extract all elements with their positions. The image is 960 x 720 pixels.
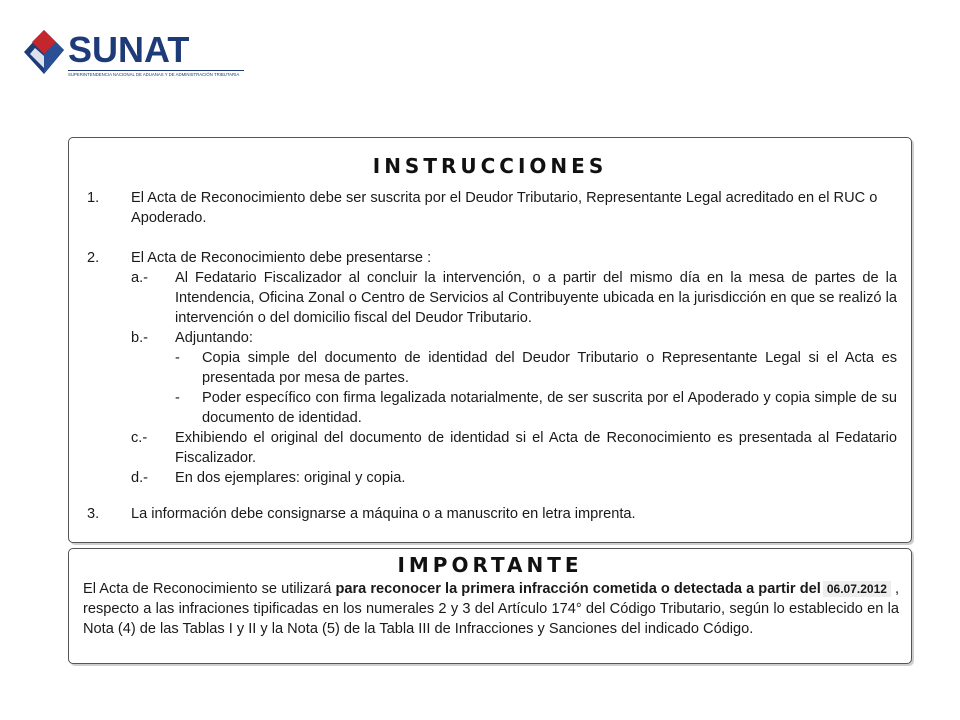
logo-wordmark: SUNAT [68, 29, 190, 70]
instruction-item-3 [87, 504, 897, 524]
item-text: La información debe consignarse a máquina o a manuscrito en letra imprenta. [131, 506, 636, 522]
sub-item-b [131, 328, 897, 348]
sub-item-d [131, 468, 897, 488]
sub-item-text: Adjuntando: [175, 330, 253, 346]
sub-item-text: Al Fedatario Fiscalizador al concluir la intervención, o a partir del mismo día en la mesa de partes de la Intendencia, Oficina Zonal o Centro de Servicios al Contribuyente ubicada en la jurisdicción en que se realizó la intervención o del domicilio fiscal del Deudor Tributario. [175, 270, 897, 326]
sub-item-label: b.- [131, 330, 149, 346]
sunat-diamond-icon [24, 28, 72, 78]
importante-title: IMPORTANTE [397, 553, 583, 577]
item-number: 3. [87, 506, 100, 522]
item-number: 2. [87, 250, 100, 266]
sub-item-label: d.- [131, 470, 149, 486]
sub-item-a [131, 268, 897, 328]
instruction-item-2 [87, 248, 897, 488]
importante-panel [68, 548, 912, 664]
date-field: 06.07.2012 [823, 581, 891, 597]
importante-lead: El Acta de Reconocimiento se utilizará [83, 581, 336, 597]
instrucciones-title: INSTRUCCIONES [372, 154, 608, 178]
dash-mark: - [175, 350, 180, 366]
sub-item-text: En dos ejemplares: original y copia. [175, 470, 406, 486]
sunat-logo [24, 28, 240, 84]
sub-item-text: Exhibiendo el original del documento de identidad si el Acta de Reconocimiento es presentada al Fedatario Fiscalizador. [175, 430, 897, 466]
item-text: El Acta de Reconocimiento debe ser suscrita por el Deudor Tributario, Representante Legal acreditado en el RUC o Apoderado. [131, 190, 878, 226]
dash-item-2 [175, 388, 897, 428]
sub-item-label: a.- [131, 270, 149, 286]
importante-rest: , respecto a las infraciones tipificadas en los numerales 2 y 3 del Artículo 174° del Código Tributario, según lo establecido en la Nota (4) de las Tablas I y II y la Nota (5) de la Tabla III de Infracciones y Sanciones del indicado Código. [83, 581, 899, 637]
item-text: El Acta de Reconocimiento debe presentarse : [131, 250, 432, 266]
item-number: 1. [87, 190, 100, 206]
importante-text [83, 579, 899, 639]
instruction-item-1 [87, 188, 897, 228]
dash-item-1 [175, 348, 897, 388]
sub-item-label: c.- [131, 430, 148, 446]
dash-item-text: Copia simple del documento de identidad del Deudor Tributario o Representante Legal si el Acta es presentada por mesa de partes. [202, 350, 897, 386]
dash-mark: - [175, 390, 180, 406]
logo-subtitle: SUPERINTENDENCIA NACIONAL DE ADUANAS Y DE ADMINISTRACIÓN TRIBUTARIA [68, 70, 244, 77]
instrucciones-panel [68, 137, 912, 543]
importante-bold-text: para reconocer la primera infracción cometida o detectada a partir del [335, 581, 821, 597]
dash-item-text: Poder específico con firma legalizada notarialmente, de ser suscrita por el Apoderado y copia simple de su documento de identidad. [202, 390, 897, 426]
sub-item-c [131, 428, 897, 468]
